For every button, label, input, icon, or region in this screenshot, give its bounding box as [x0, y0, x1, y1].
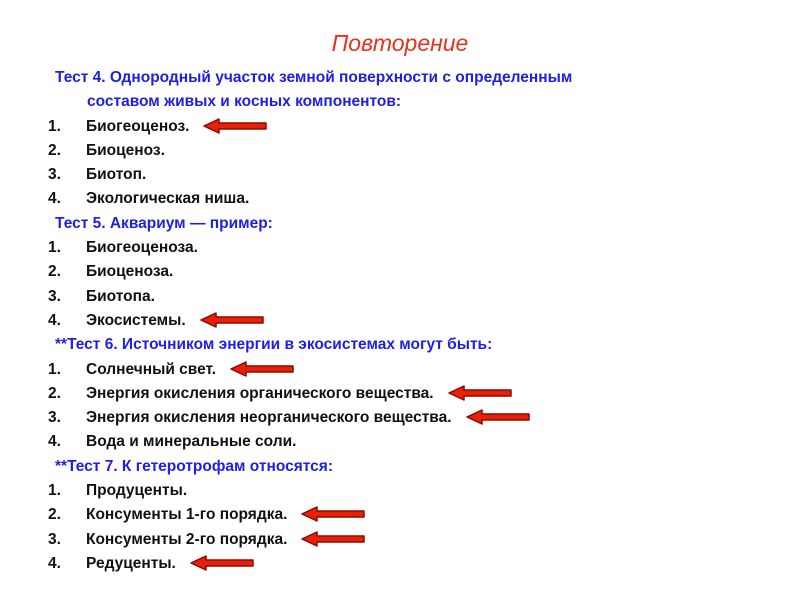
- option-number: 2.: [48, 384, 61, 402]
- test-question-block: [48, 212, 788, 333]
- option-text: Вода и минеральные соли.: [86, 433, 297, 451]
- option-text: Редуценты.: [86, 554, 176, 572]
- option-number: 4.: [48, 311, 61, 329]
- left-arrow-icon: [200, 312, 264, 328]
- option-text: Энергия окисления неорганического вещества.: [86, 409, 452, 427]
- test-list: [48, 66, 788, 576]
- left-arrow-icon: [448, 385, 512, 401]
- answer-option: [48, 382, 788, 406]
- answer-option: [48, 406, 788, 430]
- test-question-block: [48, 333, 788, 454]
- option-number: 4.: [48, 433, 61, 451]
- option-number: 3.: [48, 530, 61, 548]
- left-arrow-icon: [230, 361, 294, 377]
- answer-option: [48, 528, 788, 552]
- option-number: 3.: [48, 166, 61, 184]
- left-arrow-icon: [190, 555, 254, 571]
- answer-option: [48, 430, 788, 454]
- option-number: 2.: [48, 263, 61, 281]
- option-text: Консументы 1-го порядка.: [86, 506, 288, 524]
- answer-option: [48, 552, 788, 576]
- option-text: Экосистемы.: [86, 311, 186, 329]
- option-text: Биоценоз.: [86, 141, 165, 159]
- question-text: **Тест 6. Источником энергии в экосистемах могут быть:: [55, 336, 493, 354]
- answer-option: [48, 479, 788, 503]
- option-text: Биотоп.: [86, 166, 147, 184]
- answer-option: [48, 285, 788, 309]
- option-text: Биогеоценоза.: [86, 239, 198, 257]
- answer-option: [48, 115, 788, 139]
- test-question-block: [48, 66, 788, 212]
- option-number: 1.: [48, 239, 61, 257]
- option-number: 2.: [48, 141, 61, 159]
- option-text: Продуценты.: [86, 482, 188, 500]
- left-arrow-icon: [466, 409, 530, 425]
- answer-option: [48, 187, 788, 211]
- question-text: Тест 4. Однородный участок земной поверхности с определенным: [55, 69, 573, 86]
- option-text: Солнечный свет.: [86, 360, 217, 378]
- slide-title: Повторение: [331, 30, 469, 56]
- question-text: **Тест 7. К гетеротрофам относятся:: [55, 457, 333, 475]
- left-arrow-icon: [301, 506, 365, 522]
- answer-option: [48, 236, 788, 260]
- option-number: 4.: [48, 190, 61, 208]
- option-number: 4.: [48, 554, 61, 572]
- answer-option: [48, 358, 788, 382]
- test-question-block: [48, 455, 788, 576]
- option-number: 1.: [48, 482, 61, 500]
- option-number: 3.: [48, 409, 61, 427]
- option-text: Энергия окисления органического вещества.: [86, 384, 434, 402]
- option-number: 2.: [48, 506, 61, 524]
- option-number: 1.: [48, 360, 61, 378]
- answer-option: [48, 309, 788, 333]
- option-text: Биотопа.: [86, 287, 155, 305]
- answer-option: [48, 260, 788, 284]
- option-number: 3.: [48, 287, 61, 305]
- question-text: Тест 5. Аквариум — пример:: [55, 214, 273, 232]
- question-text: составом живых и косных компонентов:: [87, 93, 402, 111]
- answer-option: [48, 503, 788, 527]
- option-text: Консументы 2-го порядка.: [86, 530, 288, 548]
- left-arrow-icon: [203, 118, 267, 134]
- answer-option: [48, 139, 788, 163]
- option-text: Биогеоценоз.: [86, 117, 190, 135]
- option-number: 1.: [48, 117, 61, 135]
- option-text: Биоценоза.: [86, 263, 174, 281]
- answer-option: [48, 163, 788, 187]
- option-text: Экологическая ниша.: [86, 190, 250, 208]
- left-arrow-icon: [301, 531, 365, 547]
